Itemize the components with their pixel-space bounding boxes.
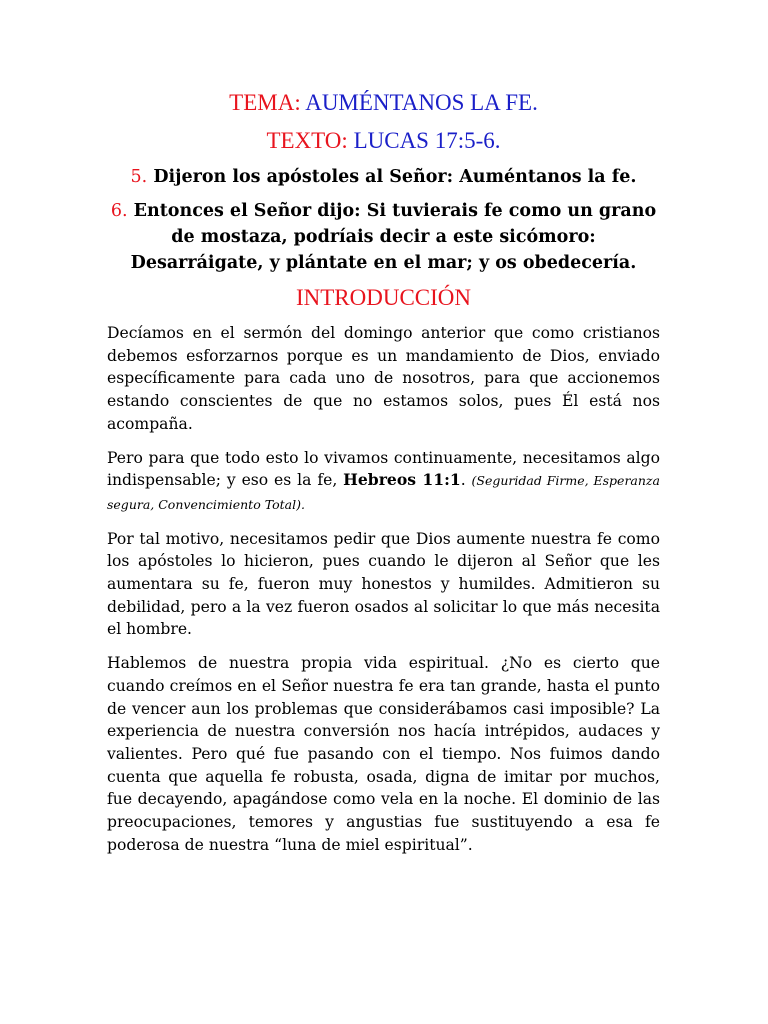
verse-number: 6. bbox=[110, 201, 128, 221]
scripture-reference: Hebreos 11:1 bbox=[343, 470, 461, 490]
tema-label: TEMA: bbox=[229, 90, 301, 115]
reference-period: . bbox=[460, 471, 466, 490]
verse-text: Entonces el Señor dijo: Si tuvierais fe como un grano de mostaza, podríais decir a este sicómoro: Desarráigate, y plántate en el mar; y os obedecería. bbox=[130, 201, 657, 273]
verse-number: 5. bbox=[130, 167, 148, 187]
paragraph-3: Por tal motivo, necesitamos pedir que Dios aumente nuestra fe como los apóstoles lo hicieron, pues cuando le dijeron al Señor que les aumentara su fe, fueron muy honestos y humildes. Admitieron su debilidad, pero a la vez fueron osados al solicitar lo que más necesita el hombre. bbox=[107, 529, 660, 639]
paragraph-1: Decíamos en el sermón del domingo anterior que como cristianos debemos esforzarnos porque es un mandamiento de Dios, enviado específicamente para cada uno de nosotros, para que accionemos estando conscientes de que no estamos solos, pues Él está nos acompaña. bbox=[107, 324, 660, 433]
tema-value: AUMÉNTANOS LA FE. bbox=[305, 90, 538, 115]
intro-title: INTRODUCCIÓN bbox=[295, 285, 472, 310]
reference-note: (Seguridad Firme, Esperanza segura, Convencimiento Total). bbox=[107, 473, 660, 512]
paragraph-2 bbox=[107, 447, 660, 517]
texto-heading bbox=[107, 126, 660, 156]
paragraph-2-text: Pero para que todo esto lo vivamos continuamente, necesitamos algo indispensable; y eso es la fe, bbox=[107, 448, 660, 490]
verse-6 bbox=[107, 198, 660, 276]
paragraph-4: Hablemos de nuestra propia vida espiritual. ¿No es cierto que cuando creímos en el Señor nuestra fe era tan grande, hasta el punto de vencer aun los problemas que considerábamos casi imposible? La experiencia de nuestra conversión nos hacía intrépidos, audaces y valientes. Pero qué fue pasando con el tiempo. Nos fuimos dando cuenta que aquella fe robusta, osada, digna de imitar por muchos, fue decayendo, apagándose como vela en la noche. El dominio de las preocupaciones, temores y angustias fue sustituyendo a esa fe poderosa de nuestra “luna de miel espiritual”. bbox=[107, 654, 660, 854]
texto-label: TEXTO: bbox=[266, 128, 348, 153]
tema-heading bbox=[107, 88, 660, 118]
verse-5 bbox=[107, 164, 660, 190]
document-page bbox=[107, 88, 660, 867]
verse-text: Dijeron los apóstoles al Señor: Auméntanos la fe. bbox=[153, 167, 637, 187]
texto-value: LUCAS 17:5-6. bbox=[353, 128, 501, 153]
